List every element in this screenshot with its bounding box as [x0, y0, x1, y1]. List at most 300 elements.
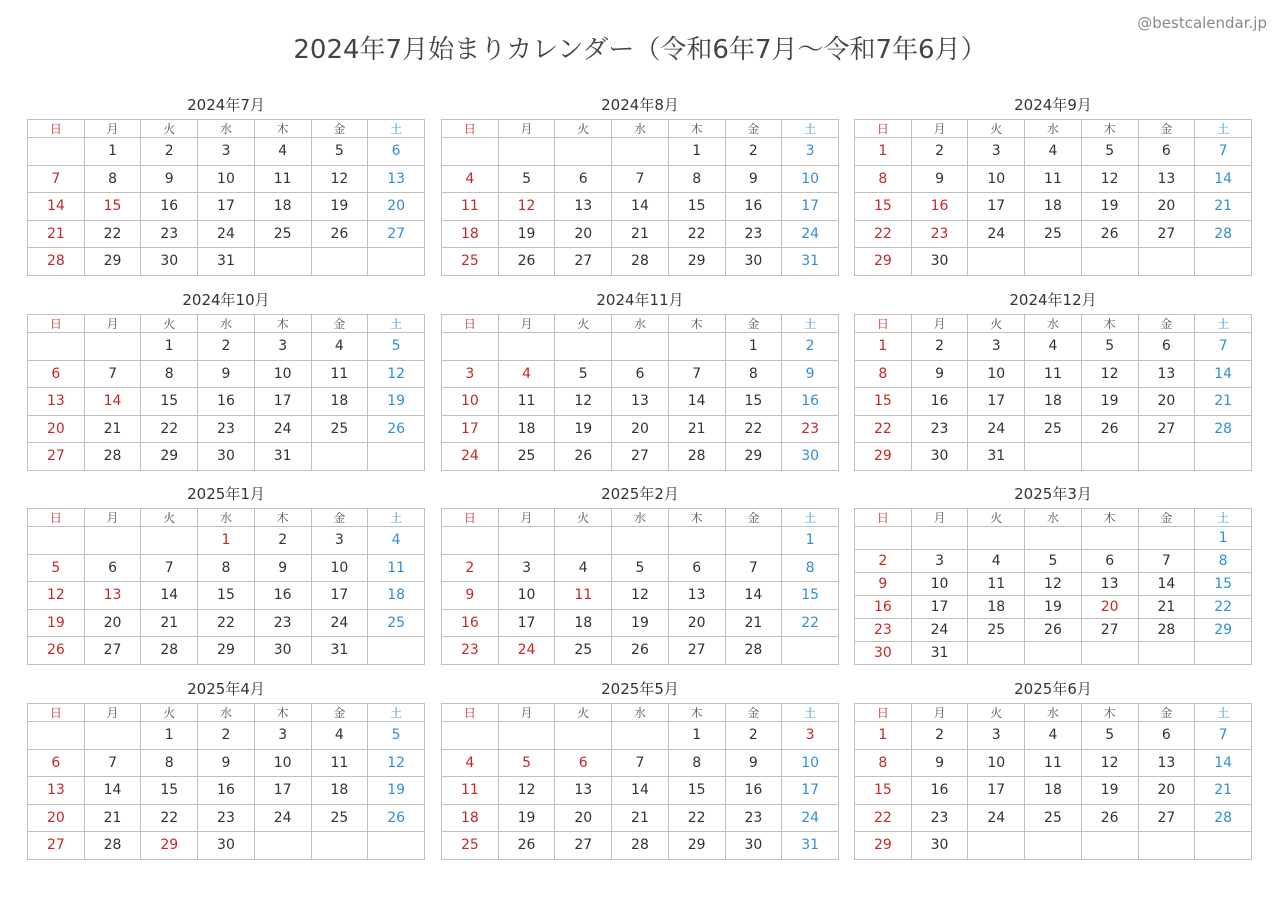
month-table: [441, 119, 839, 276]
day-cell: 31: [782, 832, 839, 860]
weekday-header: 火: [141, 120, 198, 138]
day-cell: 4: [442, 165, 499, 193]
empty-cell: [84, 527, 141, 555]
day-cell: 26: [498, 248, 555, 276]
day-cell: 7: [1195, 333, 1252, 361]
weekday-header: 水: [612, 509, 669, 527]
day-cell: 1: [1195, 527, 1252, 550]
weekday-header: 金: [1138, 509, 1195, 527]
day-cell: 20: [84, 609, 141, 637]
day-cell: 24: [782, 804, 839, 832]
day-cell: 3: [911, 550, 968, 573]
day-cell: 7: [612, 749, 669, 777]
day-cell: 7: [612, 165, 669, 193]
day-cell: 6: [84, 554, 141, 582]
day-cell: 28: [1195, 220, 1252, 248]
day-cell: 19: [368, 777, 425, 805]
day-cell: 7: [84, 360, 141, 388]
weekday-header: 月: [498, 120, 555, 138]
day-cell: 3: [968, 333, 1025, 361]
week-row: [28, 248, 425, 276]
month-table: [854, 314, 1252, 471]
week-row: [28, 554, 425, 582]
week-row: [855, 193, 1252, 221]
day-cell: 20: [1138, 193, 1195, 221]
day-cell: 7: [1138, 550, 1195, 573]
month-table: [441, 314, 839, 471]
day-cell: 14: [1195, 749, 1252, 777]
day-cell: 11: [254, 165, 311, 193]
week-row: [855, 527, 1252, 550]
month-calendar: [854, 485, 1252, 665]
weekday-header: 金: [725, 315, 782, 333]
week-row: [28, 527, 425, 555]
week-row: [855, 333, 1252, 361]
day-cell: 15: [141, 777, 198, 805]
day-cell: 2: [141, 138, 198, 166]
day-cell: 23: [198, 804, 255, 832]
week-row: [28, 388, 425, 416]
day-cell: 30: [141, 248, 198, 276]
day-cell: 8: [141, 360, 198, 388]
day-cell: 17: [968, 777, 1025, 805]
day-cell: 26: [368, 804, 425, 832]
week-row: [28, 443, 425, 471]
week-row: [855, 550, 1252, 573]
day-cell: 28: [1195, 415, 1252, 443]
day-cell: 9: [782, 360, 839, 388]
day-cell: 6: [28, 360, 85, 388]
day-cell: 18: [442, 804, 499, 832]
empty-cell: [555, 138, 612, 166]
week-row: [28, 722, 425, 750]
empty-cell: [968, 642, 1025, 665]
day-cell: 3: [198, 138, 255, 166]
weekday-header: 土: [1195, 120, 1252, 138]
empty-cell: [855, 527, 912, 550]
day-cell: 29: [84, 248, 141, 276]
day-cell: 6: [1138, 333, 1195, 361]
weekday-header: 水: [198, 315, 255, 333]
weekday-header: 火: [141, 509, 198, 527]
day-cell: 31: [911, 642, 968, 665]
month-table: [27, 508, 425, 665]
day-cell: 6: [28, 749, 85, 777]
weekday-header: 火: [968, 315, 1025, 333]
weekday-header: 日: [28, 315, 85, 333]
day-cell: 30: [782, 443, 839, 471]
day-cell: 28: [1195, 804, 1252, 832]
month-title: 2024年7月: [187, 96, 265, 114]
week-row: [855, 415, 1252, 443]
month-table: [854, 119, 1252, 276]
weekday-header: 火: [968, 704, 1025, 722]
day-cell: 4: [968, 550, 1025, 573]
day-cell: 6: [555, 165, 612, 193]
day-cell: 2: [911, 722, 968, 750]
week-row: [855, 596, 1252, 619]
day-cell: 19: [1081, 193, 1138, 221]
day-cell: 2: [911, 138, 968, 166]
empty-cell: [911, 527, 968, 550]
day-cell: 20: [1138, 388, 1195, 416]
week-row: [855, 642, 1252, 665]
day-cell: 30: [254, 637, 311, 665]
day-cell: 21: [668, 415, 725, 443]
day-cell: 1: [855, 138, 912, 166]
day-cell: 15: [725, 388, 782, 416]
week-row: [855, 749, 1252, 777]
day-cell: 10: [782, 165, 839, 193]
week-row: [442, 804, 839, 832]
weekday-header: 火: [555, 315, 612, 333]
day-cell: 12: [1025, 573, 1082, 596]
weekday-header: 土: [368, 120, 425, 138]
day-cell: 9: [911, 360, 968, 388]
empty-cell: [28, 527, 85, 555]
empty-cell: [28, 333, 85, 361]
week-row: [28, 220, 425, 248]
day-cell: 14: [1195, 165, 1252, 193]
weekday-header: 木: [1081, 120, 1138, 138]
weekday-header: 月: [498, 315, 555, 333]
weekday-header: 日: [28, 120, 85, 138]
week-row: [442, 388, 839, 416]
day-cell: 13: [555, 193, 612, 221]
weekday-header: 日: [28, 704, 85, 722]
month-table: [27, 314, 425, 471]
day-cell: 10: [442, 388, 499, 416]
day-cell: 27: [368, 220, 425, 248]
day-cell: 2: [198, 333, 255, 361]
day-cell: 14: [668, 388, 725, 416]
day-cell: 2: [725, 722, 782, 750]
weekday-header: 金: [725, 704, 782, 722]
day-cell: 29: [668, 832, 725, 860]
month-calendar: [27, 291, 425, 471]
weekday-header: 木: [254, 509, 311, 527]
week-row: [28, 832, 425, 860]
week-row: [442, 333, 839, 361]
day-cell: 15: [141, 388, 198, 416]
day-cell: 4: [368, 527, 425, 555]
weekday-header: 金: [1138, 315, 1195, 333]
day-cell: 24: [254, 415, 311, 443]
day-cell: 5: [368, 722, 425, 750]
weekday-header: 金: [311, 704, 368, 722]
day-cell: 9: [911, 749, 968, 777]
day-cell: 9: [141, 165, 198, 193]
day-cell: 1: [668, 722, 725, 750]
day-cell: 3: [782, 138, 839, 166]
empty-cell: [1025, 832, 1082, 860]
day-cell: 30: [855, 642, 912, 665]
day-cell: 13: [1138, 360, 1195, 388]
weekday-header: 水: [612, 704, 669, 722]
day-cell: 20: [555, 220, 612, 248]
day-cell: 29: [855, 832, 912, 860]
week-row: [442, 609, 839, 637]
day-cell: 25: [968, 619, 1025, 642]
day-cell: 25: [555, 637, 612, 665]
month-calendar: [27, 485, 425, 665]
empty-cell: [311, 248, 368, 276]
day-cell: 4: [555, 554, 612, 582]
day-cell: 17: [968, 388, 1025, 416]
empty-cell: [1025, 527, 1082, 550]
empty-cell: [1138, 832, 1195, 860]
day-cell: 22: [198, 609, 255, 637]
day-cell: 22: [668, 804, 725, 832]
empty-cell: [968, 832, 1025, 860]
weekday-header: 日: [442, 315, 499, 333]
day-cell: 18: [311, 777, 368, 805]
weekday-header: 土: [1195, 704, 1252, 722]
month-calendar: [854, 680, 1252, 860]
day-cell: 21: [84, 804, 141, 832]
day-cell: 22: [668, 220, 725, 248]
week-row: [28, 415, 425, 443]
day-cell: 12: [1081, 165, 1138, 193]
day-cell: 17: [911, 596, 968, 619]
day-cell: 24: [968, 804, 1025, 832]
empty-cell: [1081, 527, 1138, 550]
day-cell: 1: [84, 138, 141, 166]
empty-cell: [668, 527, 725, 555]
day-cell: 11: [368, 554, 425, 582]
day-cell: 27: [28, 832, 85, 860]
day-cell: 21: [612, 220, 669, 248]
day-cell: 27: [668, 637, 725, 665]
day-cell: 11: [442, 777, 499, 805]
month-calendar: [441, 291, 839, 471]
day-cell: 5: [28, 554, 85, 582]
day-cell: 11: [442, 193, 499, 221]
day-cell: 14: [84, 777, 141, 805]
month-table: [27, 119, 425, 276]
week-row: [442, 193, 839, 221]
day-cell: 1: [782, 527, 839, 555]
empty-cell: [368, 248, 425, 276]
day-cell: 28: [725, 637, 782, 665]
week-row: [855, 804, 1252, 832]
month-calendar: [441, 680, 839, 860]
day-cell: 23: [141, 220, 198, 248]
day-cell: 12: [612, 582, 669, 610]
day-cell: 12: [368, 749, 425, 777]
day-cell: 20: [28, 804, 85, 832]
week-row: [855, 619, 1252, 642]
day-cell: 15: [855, 388, 912, 416]
day-cell: 8: [668, 165, 725, 193]
day-cell: 19: [311, 193, 368, 221]
week-row: [28, 609, 425, 637]
day-cell: 6: [668, 554, 725, 582]
day-cell: 26: [28, 637, 85, 665]
weekday-header: 月: [911, 704, 968, 722]
day-cell: 31: [968, 443, 1025, 471]
week-row: [28, 582, 425, 610]
day-cell: 26: [368, 415, 425, 443]
empty-cell: [968, 527, 1025, 550]
day-cell: 4: [1025, 138, 1082, 166]
day-cell: 16: [254, 582, 311, 610]
day-cell: 18: [442, 220, 499, 248]
day-cell: 25: [311, 415, 368, 443]
week-row: [855, 165, 1252, 193]
day-cell: 15: [198, 582, 255, 610]
weekday-header: 金: [311, 120, 368, 138]
day-cell: 7: [141, 554, 198, 582]
empty-cell: [612, 527, 669, 555]
week-row: [28, 193, 425, 221]
day-cell: 31: [198, 248, 255, 276]
day-cell: 15: [668, 193, 725, 221]
day-cell: 14: [84, 388, 141, 416]
month-calendar: [441, 96, 839, 276]
day-cell: 7: [84, 749, 141, 777]
day-cell: 10: [254, 360, 311, 388]
empty-cell: [1195, 642, 1252, 665]
day-cell: 26: [555, 443, 612, 471]
day-cell: 2: [442, 554, 499, 582]
day-cell: 22: [855, 415, 912, 443]
day-cell: 1: [725, 333, 782, 361]
day-cell: 17: [968, 193, 1025, 221]
day-cell: 16: [725, 193, 782, 221]
day-cell: 3: [498, 554, 555, 582]
day-cell: 10: [968, 360, 1025, 388]
day-cell: 7: [1195, 138, 1252, 166]
month-title: 2025年6月: [1014, 680, 1092, 698]
day-cell: 1: [855, 722, 912, 750]
week-row: [442, 360, 839, 388]
weekday-header: 木: [668, 509, 725, 527]
day-cell: 13: [612, 388, 669, 416]
day-cell: 29: [141, 832, 198, 860]
day-cell: 31: [782, 248, 839, 276]
day-cell: 22: [1195, 596, 1252, 619]
day-cell: 24: [782, 220, 839, 248]
day-cell: 16: [911, 388, 968, 416]
day-cell: 23: [725, 804, 782, 832]
day-cell: 16: [855, 596, 912, 619]
day-cell: 29: [198, 637, 255, 665]
weekday-header: 木: [1081, 704, 1138, 722]
day-cell: 18: [498, 415, 555, 443]
day-cell: 14: [612, 193, 669, 221]
weekday-header: 日: [442, 509, 499, 527]
day-cell: 10: [254, 749, 311, 777]
day-cell: 28: [612, 832, 669, 860]
day-cell: 26: [1081, 220, 1138, 248]
site-watermark: @bestcalendar.jp: [1137, 14, 1267, 32]
day-cell: 23: [911, 804, 968, 832]
day-cell: 19: [555, 415, 612, 443]
day-cell: 17: [254, 388, 311, 416]
month-title: 2025年3月: [1014, 485, 1092, 503]
day-cell: 3: [442, 360, 499, 388]
day-cell: 16: [782, 388, 839, 416]
day-cell: 16: [198, 777, 255, 805]
day-cell: 25: [1025, 804, 1082, 832]
empty-cell: [1025, 248, 1082, 276]
day-cell: 4: [1025, 722, 1082, 750]
page-title: 2024年7月始まりカレンダー（令和6年7月〜令和7年6月）: [293, 35, 987, 65]
month-table: [854, 703, 1252, 860]
empty-cell: [612, 138, 669, 166]
day-cell: 29: [1195, 619, 1252, 642]
month-calendar: [854, 96, 1252, 276]
day-cell: 21: [84, 415, 141, 443]
day-cell: 12: [555, 388, 612, 416]
day-cell: 9: [725, 749, 782, 777]
weekday-header: 木: [1081, 315, 1138, 333]
empty-cell: [311, 443, 368, 471]
day-cell: 5: [1081, 333, 1138, 361]
empty-cell: [28, 722, 85, 750]
day-cell: 4: [311, 333, 368, 361]
week-row: [442, 165, 839, 193]
day-cell: 13: [28, 388, 85, 416]
week-row: [28, 333, 425, 361]
day-cell: 2: [254, 527, 311, 555]
weekday-header: 月: [84, 509, 141, 527]
day-cell: 5: [1081, 722, 1138, 750]
week-row: [442, 637, 839, 665]
day-cell: 9: [254, 554, 311, 582]
day-cell: 24: [911, 619, 968, 642]
day-cell: 22: [725, 415, 782, 443]
week-row: [442, 832, 839, 860]
month-title: 2025年5月: [601, 680, 679, 698]
empty-cell: [1025, 642, 1082, 665]
day-cell: 21: [141, 609, 198, 637]
day-cell: 11: [311, 360, 368, 388]
week-row: [442, 749, 839, 777]
weekday-header: 日: [855, 120, 912, 138]
day-cell: 23: [442, 637, 499, 665]
month-table: [441, 508, 839, 665]
day-cell: 15: [1195, 573, 1252, 596]
day-cell: 30: [911, 443, 968, 471]
day-cell: 21: [28, 220, 85, 248]
day-cell: 27: [555, 832, 612, 860]
empty-cell: [1138, 642, 1195, 665]
weekday-header: 水: [1025, 120, 1082, 138]
weekday-header: 木: [254, 704, 311, 722]
weekday-header: 木: [1081, 509, 1138, 527]
day-cell: 8: [1195, 550, 1252, 573]
weekday-header: 月: [911, 315, 968, 333]
day-cell: 8: [668, 749, 725, 777]
day-cell: 1: [141, 333, 198, 361]
day-cell: 19: [498, 804, 555, 832]
month-calendar: [854, 291, 1252, 471]
weekday-header: 土: [782, 120, 839, 138]
day-cell: 10: [968, 165, 1025, 193]
day-cell: 12: [311, 165, 368, 193]
day-cell: 17: [198, 193, 255, 221]
empty-cell: [442, 527, 499, 555]
weekday-header: 日: [855, 509, 912, 527]
month-title: 2025年1月: [187, 485, 265, 503]
day-cell: 28: [28, 248, 85, 276]
day-cell: 17: [782, 777, 839, 805]
empty-cell: [1025, 443, 1082, 471]
day-cell: 28: [84, 443, 141, 471]
day-cell: 12: [368, 360, 425, 388]
